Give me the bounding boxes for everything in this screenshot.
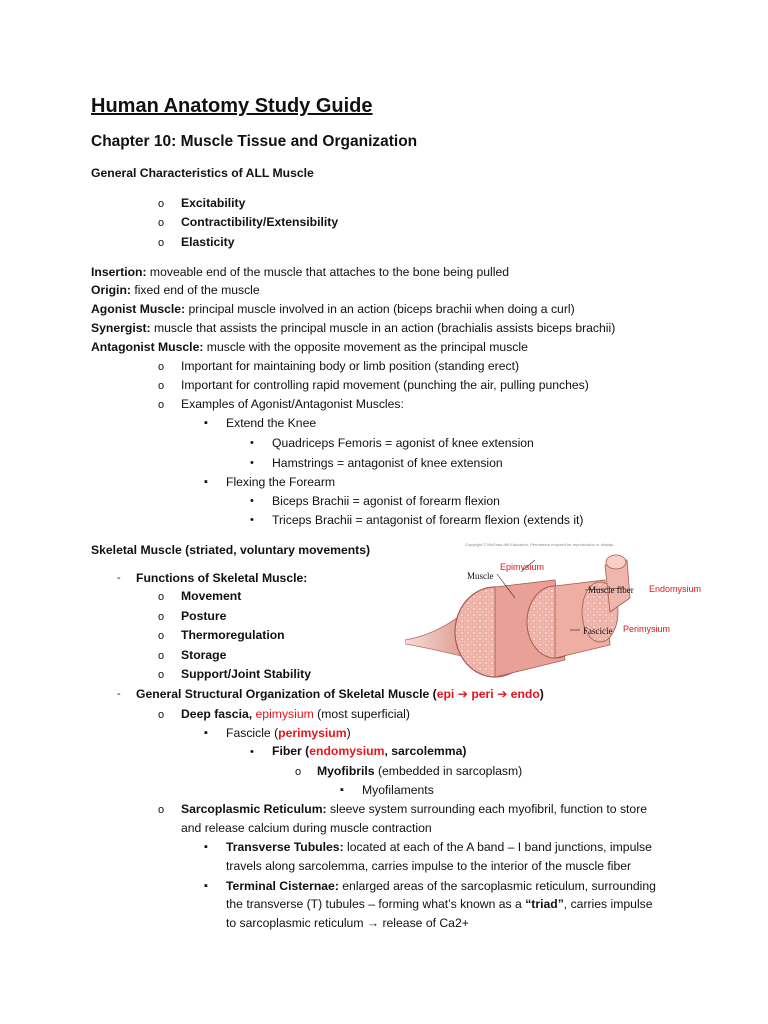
- figure-label-endomysium: Endomysium: [649, 584, 702, 594]
- bullet-o: o: [158, 198, 165, 210]
- list-item-continued: to sarcoplasmic reticulum → release of Ca2+: [226, 916, 469, 930]
- bullet-o: o: [158, 217, 165, 229]
- muscle-structure-figure: [405, 540, 735, 680]
- bullet-o: o: [158, 709, 165, 721]
- general-heading: General Characteristics of ALL Muscle: [91, 166, 314, 180]
- bullet-square: ▪: [204, 417, 208, 429]
- definition-agonist: Agonist Muscle: principal muscle involved in an action (biceps brachii when doing a curl): [91, 302, 575, 316]
- list-item: Excitability: [181, 196, 246, 210]
- list-item: Fiber (endomysium, sarcolemma): [272, 744, 467, 758]
- muscle-fiber-end: [606, 555, 626, 569]
- bullet-dot: •: [250, 457, 254, 469]
- figure-label-perimysium: Perimysium: [623, 624, 671, 634]
- bullet-o: o: [158, 380, 165, 392]
- bullet-dot: •: [250, 437, 254, 449]
- page-title: Human Anatomy Study Guide: [91, 95, 373, 117]
- list-item: Quadriceps Femoris = agonist of knee extension: [272, 436, 534, 450]
- list-item: Movement: [181, 589, 242, 603]
- figure-label-muscle-fiber: Muscle fiber: [588, 585, 634, 595]
- list-item: Important for controlling rapid movement (punching the air, pulling punches): [181, 378, 589, 392]
- bullet-o: o: [295, 766, 302, 778]
- list-item: Fascicle (perimysium): [226, 726, 351, 740]
- definition-insertion: Insertion: moveable end of the muscle that attaches to the bone being pulled: [91, 265, 510, 279]
- list-item: Storage: [181, 648, 227, 662]
- bullet-o: o: [158, 361, 165, 373]
- list-item: Flexing the Forearm: [226, 475, 336, 489]
- figure-label-muscle: Muscle: [467, 571, 494, 581]
- definition-synergist: Synergist: muscle that assists the principal muscle in an action (brachialis assists biceps brachii): [91, 321, 616, 335]
- organization-heading: General Structural Organization of Skeletal Muscle (epi ➔ peri ➔ endo): [136, 687, 544, 701]
- bullet-square: ▪: [204, 476, 208, 488]
- functions-heading: Functions of Skeletal Muscle:: [136, 571, 308, 585]
- list-item: Posture: [181, 609, 227, 623]
- bullet-o: o: [158, 611, 165, 623]
- bullet-dot: •: [250, 746, 254, 758]
- list-item: Myofibrils (embedded in sarcoplasm): [317, 764, 523, 778]
- bullet-dot: •: [250, 514, 254, 526]
- list-item: Deep fascia, epimysium (most superficial): [181, 707, 410, 721]
- bullet-square: ▪: [340, 784, 344, 796]
- skeletal-heading: Skeletal Muscle (striated, voluntary movements): [91, 543, 371, 557]
- list-item: Myofilaments: [362, 783, 434, 797]
- figure-copyright: Copyright © McGraw-Hill Education. Permission required for reproduction or display.: [465, 542, 614, 547]
- chapter-heading: Chapter 10: Muscle Tissue and Organization: [91, 133, 418, 150]
- list-item: Support/Joint Stability: [181, 667, 311, 681]
- bullet-dash: -: [117, 688, 121, 700]
- bullet-o: o: [158, 804, 165, 816]
- list-item-continued: and release calcium during muscle contraction: [181, 821, 432, 835]
- list-item: Elasticity: [181, 235, 235, 249]
- bullet-dash: -: [117, 572, 121, 584]
- list-item: Triceps Brachii = antagonist of forearm flexion (extends it): [272, 513, 584, 527]
- bullet-square: ▪: [204, 841, 208, 853]
- list-item: Important for maintaining body or limb position (standing erect): [181, 359, 520, 373]
- bullet-square: ▪: [204, 880, 208, 892]
- list-item: Sarcoplasmic Reticulum: sleeve system surrounding each myofibril, function to store: [181, 802, 648, 816]
- list-item: Thermoregulation: [181, 628, 285, 642]
- list-item: Transverse Tubules: located at each of the A band – I band junctions, impulse: [226, 840, 652, 854]
- bullet-square: ▪: [204, 727, 208, 739]
- list-item: Biceps Brachii = agonist of forearm flexion: [272, 494, 500, 508]
- list-item: Extend the Knee: [226, 416, 317, 430]
- list-item-continued: the transverse (T) tubules – forming what’s known as a “triad”, carries impulse: [226, 897, 653, 911]
- bullet-o: o: [158, 630, 165, 642]
- definition-antagonist: Antagonist Muscle: muscle with the opposite movement as the principal muscle: [91, 340, 528, 354]
- bullet-o: o: [158, 650, 165, 662]
- bullet-o: o: [158, 669, 165, 681]
- bullet-o: o: [158, 399, 165, 411]
- definition-origin: Origin: fixed end of the muscle: [91, 283, 260, 297]
- bullet-o: o: [158, 237, 165, 249]
- bullet-o: o: [158, 591, 165, 603]
- figure-label-epimysium: Epimysium: [500, 562, 545, 572]
- list-item: Hamstrings = antagonist of knee extension: [272, 456, 503, 470]
- list-item-continued: travels along sarcolemma, carries impulse to the interior of the muscle fiber: [226, 859, 632, 873]
- figure-label-fascicle: Fascicle: [583, 626, 613, 636]
- list-item: Terminal Cisternae: enlarged areas of the sarcoplasmic reticulum, surrounding: [226, 879, 656, 893]
- list-item: Contractibility/Extensibility: [181, 215, 339, 229]
- bullet-dot: •: [250, 495, 254, 507]
- list-item: Examples of Agonist/Antagonist Muscles:: [181, 397, 404, 411]
